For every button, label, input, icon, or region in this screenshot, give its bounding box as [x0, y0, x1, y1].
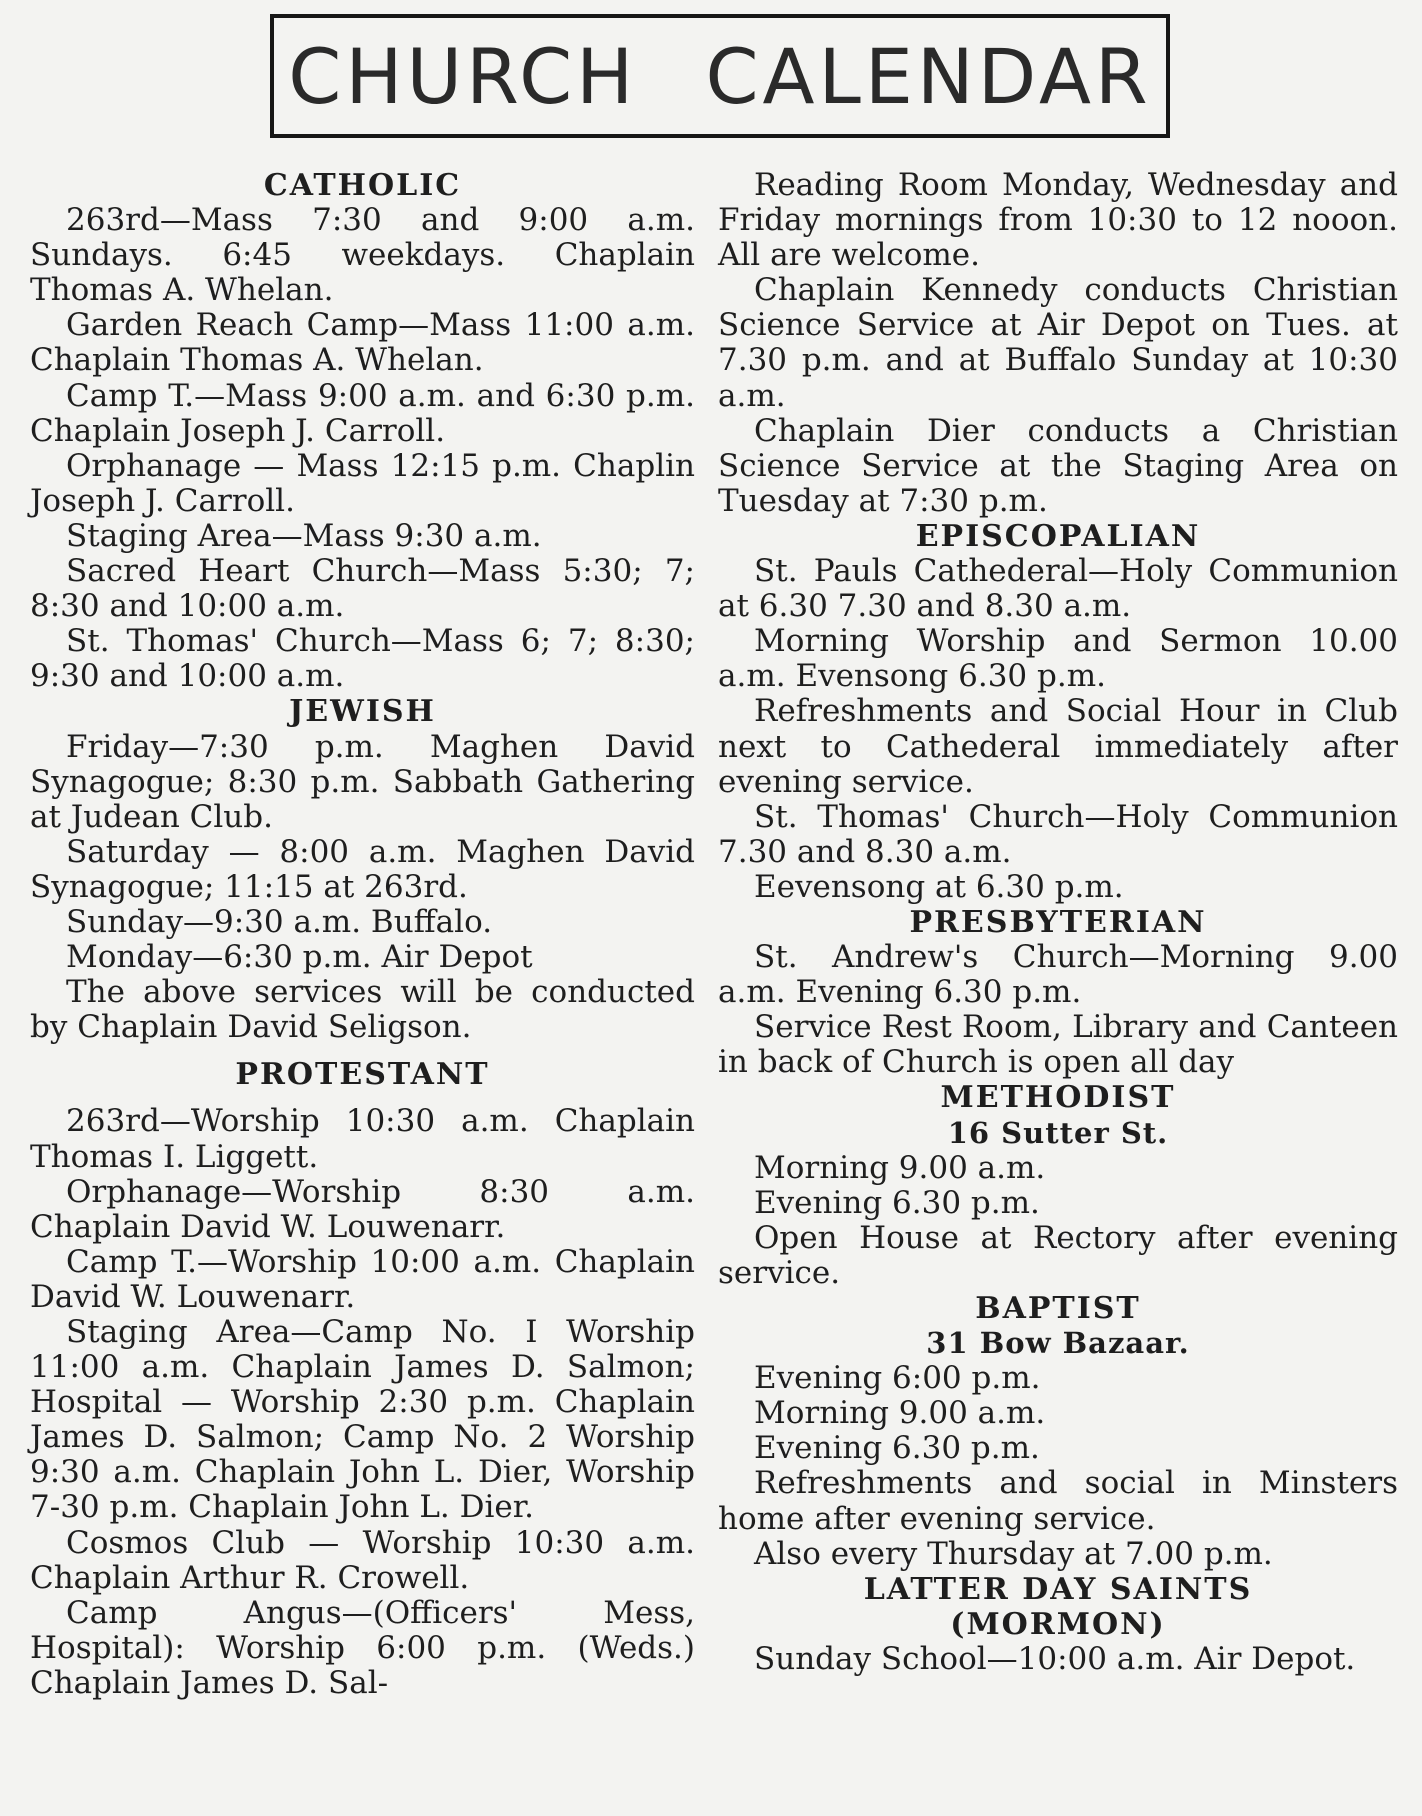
listing-entry: St. Thomas' Church—Mass 6; 7; 8:30; 9:30 and 10:00 a.m. [30, 623, 695, 695]
listing-entry: Sunday School—10:00 a.m. Air Depot. [754, 1640, 1356, 1677]
section-heading-catholic: CATHOLIC [263, 168, 462, 203]
listing-entry: Evening 6.30 p.m. [754, 1184, 1040, 1221]
listing-entry: Sacred Heart Church—Mass 5:30; 7; 8:30 and 10:00 a.m. [30, 553, 695, 625]
listing-entry: Cosmos Club — Worship 10:30 a.m. Chaplain Arthur R. Crowell. [30, 1524, 695, 1596]
listing-entry: Orphanage — Mass 12:15 p.m. Chaplin Joseph J. Carroll. [30, 447, 695, 519]
section-subheading-lds: (MORMON) [950, 1606, 1166, 1642]
listing-entry: Camp Angus—(Officers' Mess, Hospital): Worship 6:00 p.m. (Weds.) Chaplain James D. Sal- [30, 1594, 695, 1701]
listing-entry: Morning Worship and Sermon 10.00 a.m. Evensong 6.30 p.m. [718, 623, 1398, 695]
listing-entry: The above services will be conducted by Chaplain David Seligson. [30, 974, 695, 1046]
listing-entry: Garden Reach Camp—Mass 11:00 a.m. Chaplain Thomas A. Whelan. [30, 307, 695, 379]
listing-entry: Camp T.—Mass 9:00 a.m. and 6:30 p.m. Chaplain Joseph J. Carroll. [30, 377, 695, 449]
listing-entry: Chaplain Kennedy conducts Christian Science Service at Air Depot on Tues. at 7.30 p.m. and at Buffalo Sunday at 10:30 a.m. [718, 272, 1398, 414]
listing-entry: Refreshments and social in Minsters home after evening service. [718, 1465, 1398, 1537]
listing-entry: St. Thomas' Church—Holy Communion 7.30 and 8.30 a.m. [718, 798, 1398, 870]
listing-entry: Open House at Rectory after evening service. [718, 1219, 1398, 1291]
listing-entry: Camp T.—Worship 10:00 a.m. Chaplain David W. Louwenarr. [30, 1243, 695, 1315]
listing-entry: Service Rest Room, Library and Canteen in back of Church is open all day [718, 1009, 1398, 1081]
listing-entry: Morning 9.00 a.m. [754, 1395, 1046, 1432]
section-heading-baptist: BAPTIST [975, 1291, 1141, 1326]
listing-entry: Eevensong at 6.30 p.m. [754, 868, 1124, 905]
section-heading-methodist: METHODIST [940, 1080, 1176, 1116]
right-column [718, 168, 1398, 1677]
listing-entry: Morning 9.00 a.m. [754, 1149, 1046, 1186]
listing-entry: Chaplain Dier conducts a Christian Science Service at the Staging Area on Tuesday at 7:30 p.m. [718, 412, 1398, 519]
listing-entry: Reading Room Monday, Wednesday and Friday mornings from 10:30 to 12 nooon. All are welcome. [718, 167, 1398, 274]
listing-entry: Saturday — 8:00 a.m. Maghen David Synagogue; 11:15 at 263rd. [30, 833, 695, 905]
listing-entry: Staging Area—Mass 9:30 a.m. [66, 517, 542, 554]
section-heading-lds: LATTER DAY SAINTS [863, 1571, 1253, 1607]
page-title: CHURCH CALENDAR [270, 14, 1170, 138]
listing-entry: Monday—6:30 p.m. Air Depot [66, 939, 533, 976]
listing-entry: Sunday—9:30 a.m. Buffalo. [66, 903, 493, 940]
listing-entry: St. Andrew's Church—Morning 9.00 a.m. Evening 6.30 p.m. [718, 939, 1398, 1011]
listing-entry: Orphanage—Worship 8:30 a.m. Chaplain David W. Louwenarr. [30, 1173, 695, 1245]
left-column [30, 168, 695, 1701]
listing-entry: Also every Thursday at 7.00 p.m. [754, 1535, 1273, 1572]
listing-entry: Friday—7:30 p.m. Maghen David Synagogue; 8:30 p.m. Sabbath Gathering at Judean Club. [30, 728, 695, 835]
listing-entry: Evening 6.30 p.m. [754, 1430, 1040, 1467]
section-address-baptist: 31 Bow Bazaar. [926, 1326, 1190, 1361]
listing-entry: St. Pauls Cathederal—Holy Communion at 6.30 7.30 and 8.30 a.m. [718, 553, 1398, 625]
listing-entry: 263rd—Mass 7:30 and 9:00 a.m. Sundays. 6:45 weekdays. Chaplain Thomas A. Whelan. [30, 202, 695, 309]
listing-entry: 263rd—Worship 10:30 a.m. Chaplain Thomas I. Liggett. [30, 1103, 695, 1175]
section-heading-protestant: PROTESTANT [235, 1057, 490, 1093]
listing-entry: Refreshments and Social Hour in Club next to Cathederal immediately after evening service. [718, 693, 1398, 800]
section-address-methodist: 16 Sutter St. [947, 1115, 1169, 1150]
listing-entry: Staging Area—Camp No. I Worship 11:00 a.m. Chaplain James D. Salmon; Hospital — Worship 2:30 p.m. Chaplain James D. Salmon; Camp No. 2 Worship 9:30 a.m. Chaplain John L. Dier, Worship 7-30 p.m. Chaplain John L. Dier. [30, 1314, 695, 1526]
section-heading-jewish: JEWISH [289, 694, 436, 730]
section-heading-episcopalian: EPISCOPALIAN [915, 518, 1201, 554]
section-heading-presbyterian: PRESBYTERIAN [909, 904, 1207, 940]
listing-entry: Evening 6:00 p.m. [754, 1360, 1041, 1397]
